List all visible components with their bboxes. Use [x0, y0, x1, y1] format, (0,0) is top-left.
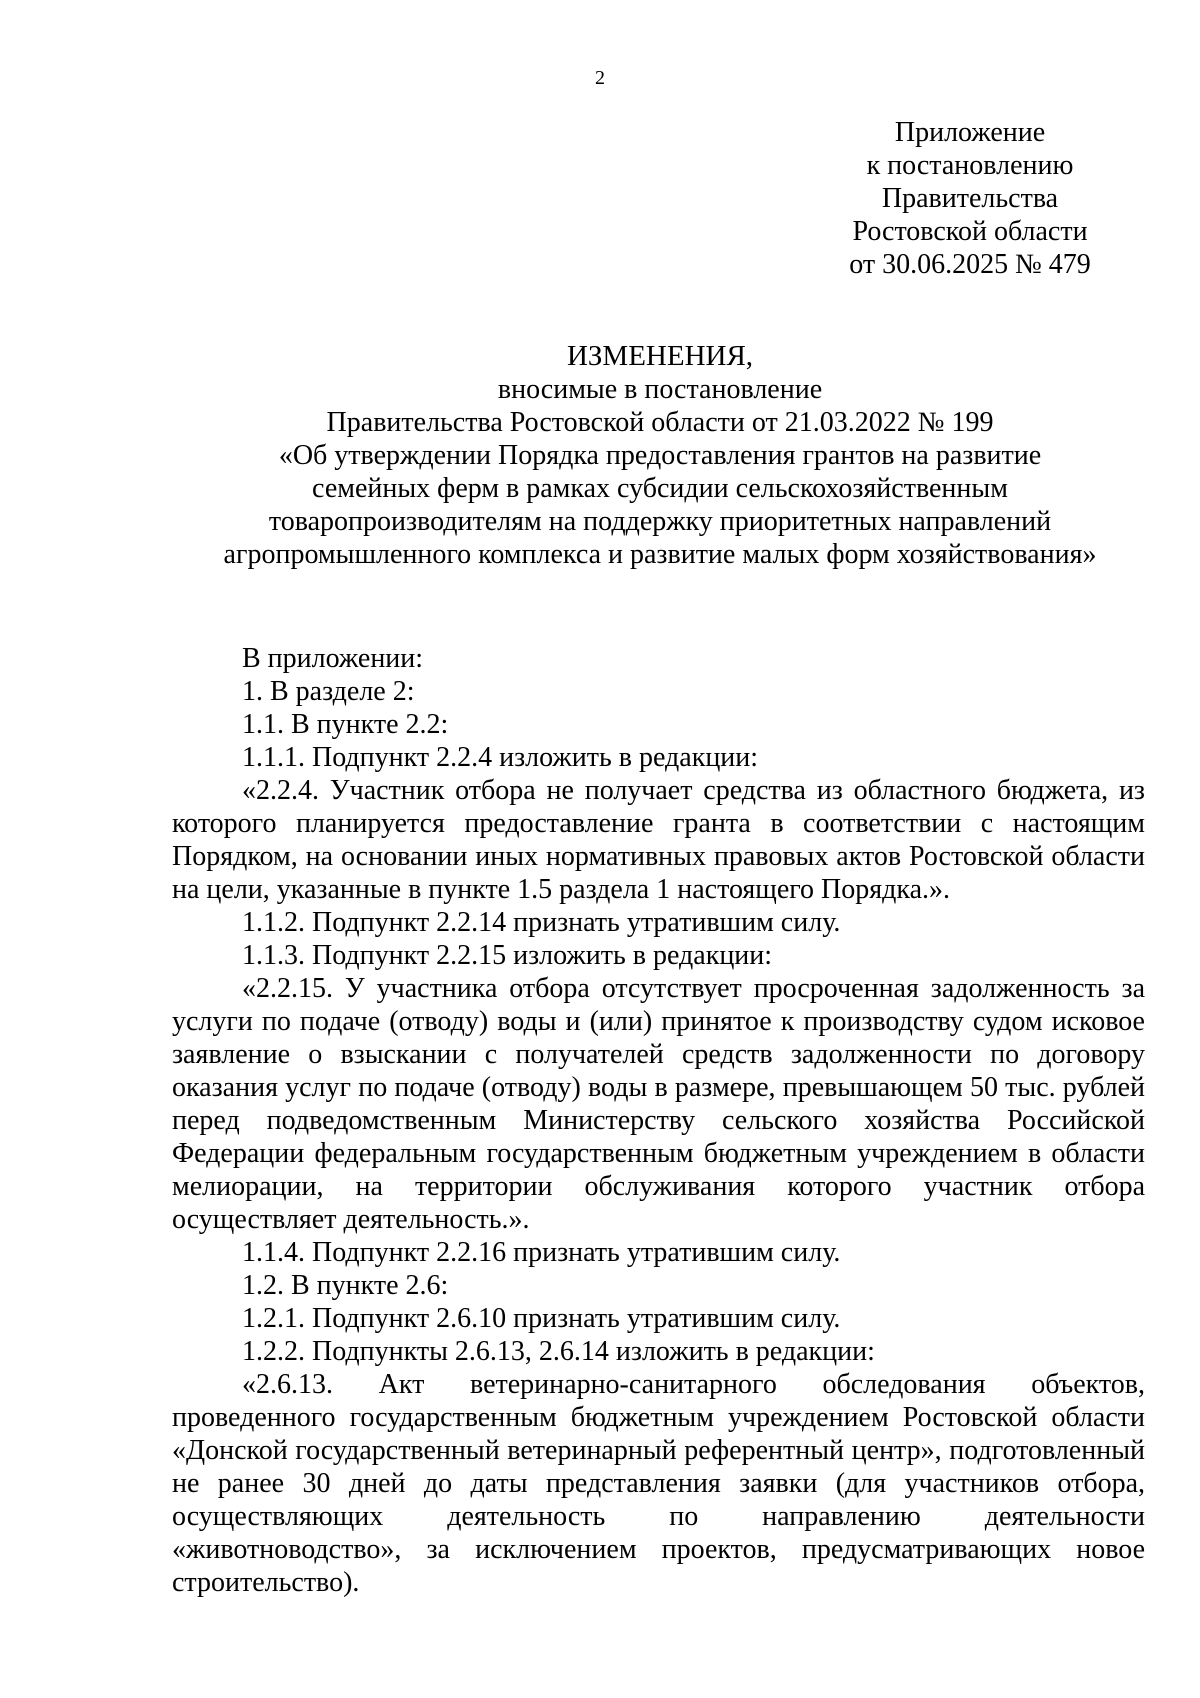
paragraph: «2.6.13. Акт ветеринарно-санитарного обследования объектов, проведенного государственным бюджетным учреждением Ростовской области «Донской государственный ветеринарный референтный центр», подготовленный не ранее 30 дней до даты представления заявки (для участников отбора, осуществляющих деятельность по направлению деятельности «животноводство», за исключением проектов, предусматривающих новое строительство).	[172, 1369, 1145, 1598]
heading-line: семейных ферм в рамках субсидии сельскохозяйственным	[312, 473, 1008, 504]
paragraph: 1.2.2. Подпункты 2.6.13, 2.6.14 изложить в редакции:	[242, 1336, 875, 1367]
appendix-line: от 30.06.2025 № 479	[849, 249, 1091, 280]
paragraph: «2.2.15. У участника отбора отсутствует просроченная задолженность за услуги по подаче (отводу) воды и (или) принятое к производству судом исковое заявление о взыскании с получателей средств задолженности по договору оказания услуг по подаче (отводу) воды в размере, превышающем 50 тыс. рублей перед подведомственным Министерству сельского хозяйства Российской Федерации федеральным государственным бюджетным учреждением в области мелиорации, на территории обслуживания которого участник отбора осуществляет деятельность.».	[172, 973, 1145, 1235]
appendix-line: к постановлению	[866, 150, 1074, 181]
page-number: 2	[595, 67, 605, 89]
document-body	[172, 642, 1145, 1599]
heading-line: товаропроизводителям на поддержку приоритетных направлений	[268, 506, 1052, 537]
paragraph: 1.1.1. Подпункт 2.2.4 изложить в редакции:	[242, 742, 759, 773]
heading-line: вносимые в постановление	[497, 374, 823, 405]
document-heading	[170, 340, 1150, 571]
appendix-block	[840, 116, 1100, 281]
paragraph: 1. В разделе 2:	[242, 676, 415, 707]
paragraph: 1.1.2. Подпункт 2.2.14 признать утратившим силу.	[242, 907, 841, 938]
paragraph: 1.2. В пункте 2.6:	[242, 1270, 449, 1301]
paragraph: 1.1.4. Подпункт 2.2.16 признать утратившим силу.	[242, 1237, 841, 1268]
appendix-line: Правительства	[881, 183, 1059, 214]
heading-line: «Об утверждении Порядка предоставления грантов на развитие	[278, 440, 1042, 471]
heading-line: агропромышленного комплекса и развитие малых форм хозяйствования»	[223, 539, 1097, 570]
paragraph: 1.1. В пункте 2.2:	[242, 709, 449, 740]
paragraph: 1.1.3. Подпункт 2.2.15 изложить в редакции:	[242, 940, 773, 971]
heading-line: Правительства Ростовской области от 21.03.2022 № 199	[326, 407, 994, 438]
paragraph: В приложении:	[242, 643, 424, 674]
appendix-line: Приложение	[894, 117, 1046, 148]
paragraph: 1.2.1. Подпункт 2.6.10 признать утратившим силу.	[242, 1303, 841, 1334]
appendix-line: Ростовской области	[852, 216, 1088, 247]
heading-title: ИЗМЕНЕНИЯ,	[566, 340, 754, 372]
paragraph: «2.2.4. Участник отбора не получает средства из областного бюджета, из которого планируется предоставление гранта в соответствии с настоящим Порядком, на основании иных нормативных правовых актов Ростовской области на цели, указанные в пункте 1.5 раздела 1 настоящего Порядка.».	[172, 775, 1145, 905]
